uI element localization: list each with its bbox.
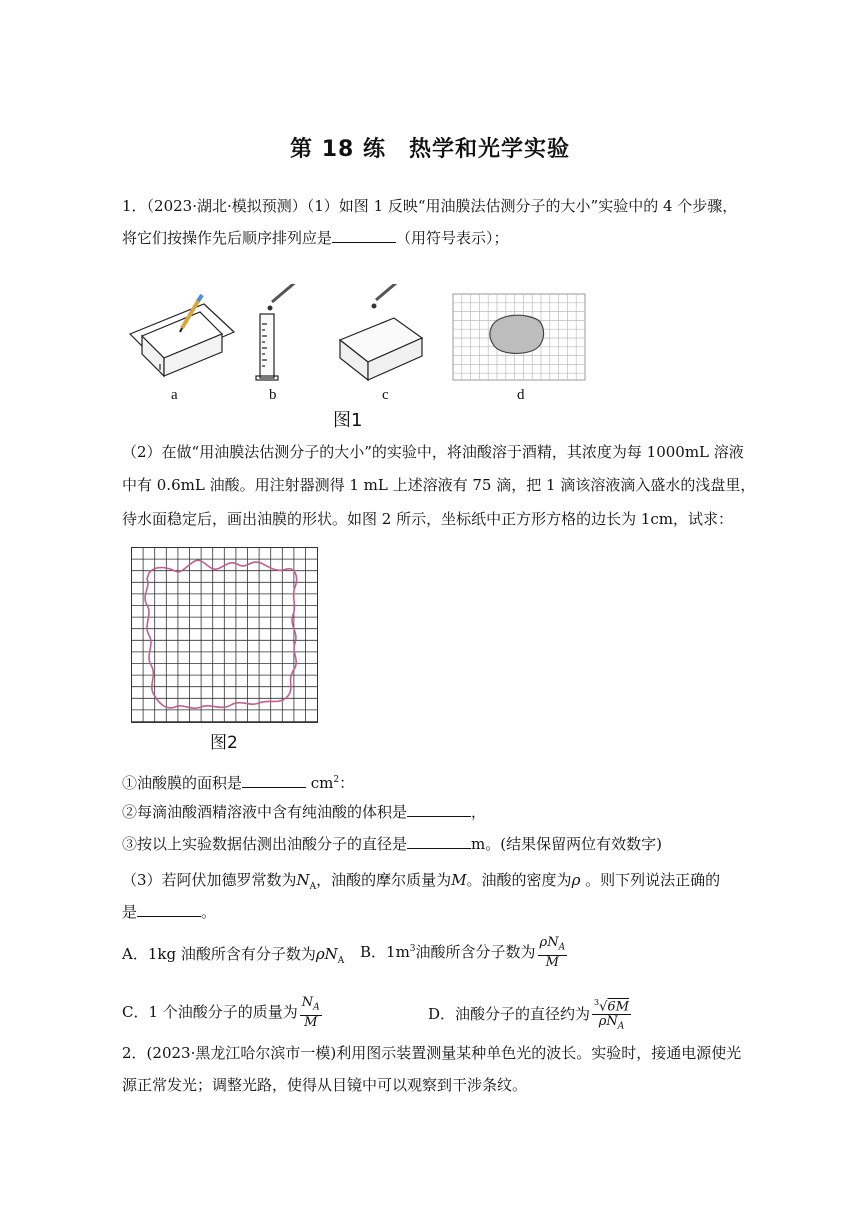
option-c-fraction: $\frac{N_A}{M}$ <box>301 995 320 1030</box>
q1-p2-line3: 待水面稳定后，画出油膜的形状。如图 2 所示，坐标纸中正方形方格的边长为 1cm，试求： <box>122 510 734 528</box>
page-title: 第 18 练 热学和光学实验 <box>290 137 570 162</box>
figure-2 <box>131 547 319 725</box>
fig1-step-b-cylinder <box>256 314 278 380</box>
fig1-label-d: d <box>517 387 525 403</box>
option-d-fraction: $\frac{^3√6M}{\rho N_A}$ <box>594 998 630 1032</box>
answer-blank-volume <box>407 802 471 817</box>
fig1-pencil-icon <box>180 295 202 332</box>
option-b: B．$1m^3$油酸所含分子数为 $\frac{\rho N_A}{M}$ <box>360 935 566 970</box>
fig1-step-d-grid <box>453 294 585 380</box>
fig2-caption: 图2 <box>210 733 238 753</box>
fig1-label-a: a <box>171 387 178 403</box>
q1-line1: 1．（2023·湖北·模拟预测）（1）如图 1 反映“用油膜法估测分子的大小”实验中的 4 个步骤， <box>122 197 738 215</box>
fig1-step-a-tray <box>130 304 234 376</box>
q1-p3-line1: （3）若阿伏加德罗常数为$N_A$，油酸的摩尔质量为M。油酸的密度为ρ 。则下列说法正确的 <box>122 871 721 892</box>
q1-p2-line1: （2）在做“用油膜法估测分子的大小”的实验中，将油酸溶于酒精，其浓度为每 1000mL 溶液 <box>122 443 744 461</box>
q1-p2-line2: 中有 0.6mL 油酸。用注射器测得 1 mL 上述溶液有 75 滴，把 1 滴该溶液滴入盛水的浅盘里， <box>122 476 756 494</box>
q1-p3-line2: 是 。 <box>122 903 217 921</box>
fig1-label-c: c <box>382 387 389 403</box>
fig1-caption: 图1 <box>333 410 363 431</box>
option-b-fraction: $\frac{\rho N_A}{M}$ <box>539 935 566 970</box>
answer-blank-diameter <box>407 834 471 849</box>
q2-line1: 2．(2023·黑龙江哈尔滨市一模)利用图示装置测量某种单色光的波长。实验时，接通电源使光 <box>122 1044 742 1062</box>
q1-line2: 将它们按操作先后顺序排列应是 （用符号表示）； <box>122 229 509 247</box>
q1-sub2: ②每滴油酸酒精溶液中含有纯油酸的体积是 ， <box>122 803 487 821</box>
q2-line2: 源正常发光；调整光路，使得从目镜中可以观察到干涉条纹。 <box>122 1076 528 1094</box>
fig1-label-b: b <box>269 387 277 403</box>
fig1-step-c-tray <box>340 318 422 380</box>
option-a: A．1kg 油酸所含有分子数为$\rho N_A$ <box>122 945 345 966</box>
answer-blank-choice <box>137 902 201 917</box>
option-c: C．1 个油酸分子的质量为 $\frac{N_A}{M}$ <box>122 995 320 1030</box>
q1-sub3: ③按以上实验数据估测出油酸分子的直径是 m。(结果保留两位有效数字) <box>122 835 662 853</box>
answer-blank-area <box>242 773 306 788</box>
answer-blank-order <box>332 228 396 243</box>
q1-sub1: ①油酸膜的面积是 $cm^2$： <box>122 774 355 792</box>
fig1-dropper-b-icon <box>268 284 308 311</box>
option-d: D．油酸分子的直径约为 $\frac{^3√6M}{\rho N_A}$ <box>428 998 630 1032</box>
fig1-dropper-c-icon <box>372 284 412 309</box>
